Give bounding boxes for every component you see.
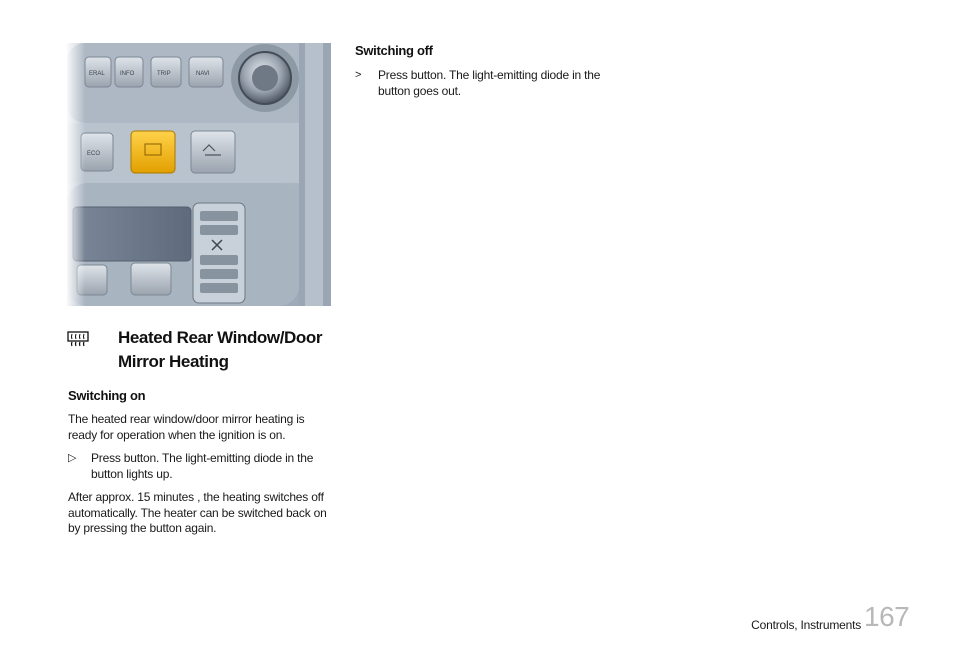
switching-on-heading: Switching on [68, 388, 146, 403]
step-marker: ▷ [68, 452, 77, 464]
photo-button-label: TRIP [157, 71, 171, 77]
photo-button-label: NAVI [196, 71, 210, 77]
step-text: Press button. The light-emitting diode in the button lights up. [91, 451, 314, 481]
console-photo [67, 43, 331, 306]
section-title: Heated Rear Window/Door Mirror Heating [118, 328, 323, 371]
photo-button-label: INFO [120, 71, 135, 77]
step-marker: > [355, 69, 362, 81]
footer-section-label: Controls, Instruments [751, 618, 861, 632]
switching-off-step [355, 68, 621, 100]
switching-on-note: After approx. 15 minutes , the heating switches off automatically. The heater can be switched back on by pressing the button again. [68, 490, 327, 535]
switching-off-heading: Switching off [355, 43, 433, 58]
photo-button-label: ECO [87, 151, 101, 157]
switching-on-intro: The heated rear window/door mirror heating is ready for operation when the ignition is on. [68, 412, 305, 442]
photo-button-label: ERAL [89, 71, 105, 77]
rear-window-heating-icon [67, 331, 89, 347]
page-number: 167 [864, 601, 910, 632]
step-text: Press button. The light-emitting diode in the button goes out. [378, 68, 601, 98]
switching-on-step [68, 451, 334, 483]
